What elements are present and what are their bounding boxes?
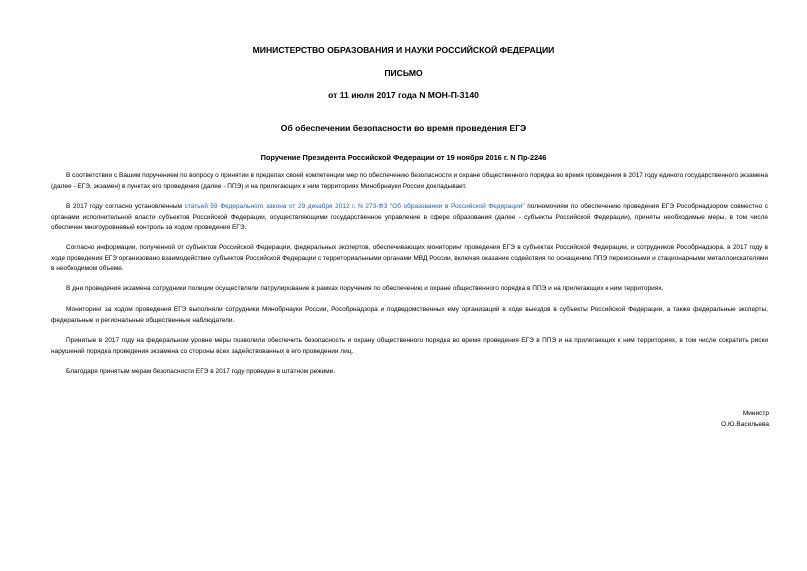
paragraph-2-rest: полномочиям по обеспечению проведения ЕГЭ Рособрнадзором совместно с органами исполнительной власти субъектов Российской Федерации, осуществляющими государственное управление в сфере образования (далее - субъекты Российской Федерации), приняты необходимые меры, в том числе обеспечен многоуровневый контроль за ходом проведения ЕГЭ. (51, 203, 769, 232)
federal-law-link[interactable]: статьей 59 Федерального закона от 29 декабря 2012 г. N 273-ФЗ "Об образовании в Российской Федерации" (184, 203, 525, 210)
document-title: Об обеспечении безопасности во время проведения ЕГЭ (280, 123, 527, 133)
instruction-reference: Поручение Президента Российской Федерации от 19 ноября 2016 г. N Пр-2246 (260, 153, 547, 162)
paragraph-2-lead: В 2017 году согласно установленным (66, 203, 185, 210)
paragraph-1: В соответствии с Вашим поручением по вопросу о принятии в пределах своей компетенции мер по обеспечению безопасности и охране общественного порядка во время проведения в 2017 году единого государственного экзамена (далее - ЕГЭ, экзамен) в пунктах его проведения (далее - ППЭ) и на прилегающих к ним территориях Минобрнауки России докладывает. (51, 172, 768, 190)
signature-name: О.Ю.Васильева (721, 421, 769, 428)
paragraph-7: Благодаря принятым мерам безопасности ЕГЭ в 2017 году проведен в штатном режиме. (66, 368, 336, 375)
paragraph-6: Принятые в 2017 году на федеральном уровне меры позволили обеспечить безопасность и охрану общественного порядка во время проведения ЕГЭ в ППЭ и на прилегающих к ним территориях, в том числе сократить риски нарушений порядка проведения экзамена со стороны всех задействованных в его проведении лиц. (51, 337, 768, 355)
paragraph-5: Мониторинг за ходом проведения ЕГЭ выполняли сотрудники Минобрнауки России, Рособрнадзора и подведомственных ему организаций в ходе выездов в субъекты Российской Федерации, а также федеральные эксперты, федеральные и региональные общественные наблюдатели. (51, 306, 768, 324)
document-type: ПИСЬМО (384, 68, 423, 78)
signature-position: Министр (742, 410, 769, 417)
paragraph-3: Согласно информации, полученной от субъектов Российской Федерации, федеральных экспертов, обеспечивающих мониторинг проведения ЕГЭ в субъектах Российской Федерации, и сотрудников Рособрнадзора, в 2017 году в ходе проведения ЕГЭ организовано взаимодействие субъектов Российской Федерации с территориальными органами МВД России, включая оказание содействия по оснащению ППЭ переносными и стационарными металлоискателями в необходимом объеме. (51, 244, 768, 273)
ministry-heading: МИНИСТЕРСТВО ОБРАЗОВАНИЯ И НАУКИ РОССИЙСКОЙ ФЕДЕРАЦИИ (252, 45, 555, 55)
document-date-number: от 11 июля 2017 года N МОН-П-3140 (328, 90, 479, 100)
paragraph-2 (51, 202, 768, 234)
paragraph-4: В дни проведения экзамена сотрудники полиции осуществляли патрулирование в рамках поручения по обеспечению и охране общественного порядка в ППЭ и на прилегающих к ним территориях. (66, 285, 664, 292)
